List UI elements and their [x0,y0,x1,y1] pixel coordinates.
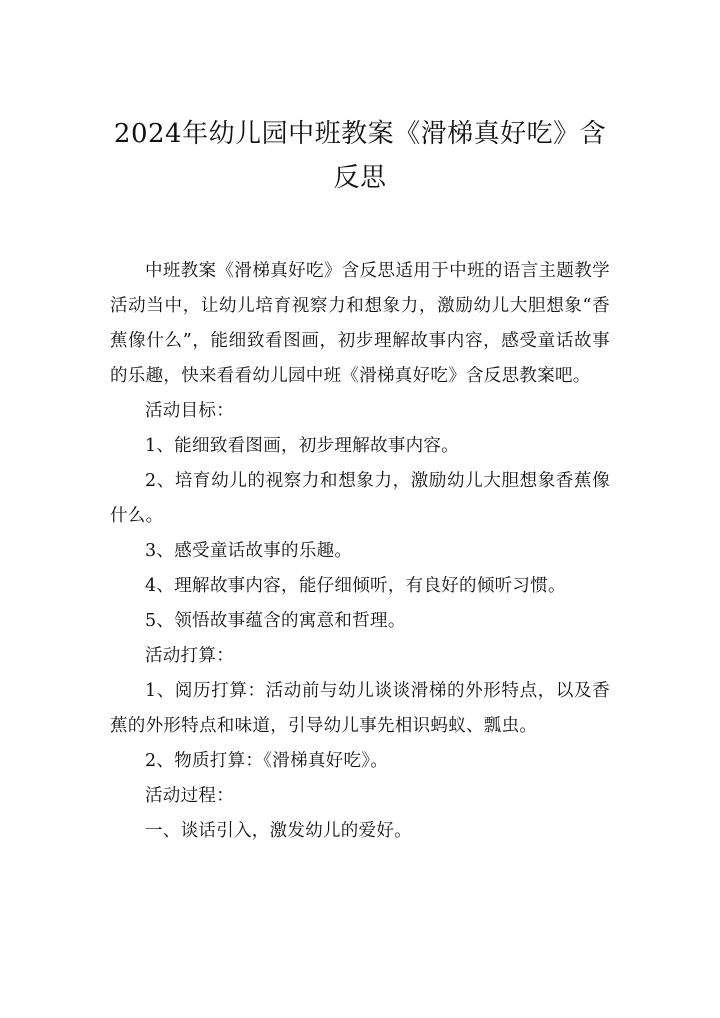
section-heading-preparation: 活动打算： [145,646,234,666]
document-title: 2024年幼儿园中班教案《滑梯真好吃》含反思 [113,119,607,193]
document-body [110,254,610,849]
objective-item: 1、能细致看图画，初步理解故事内容。 [145,436,460,456]
preparation-item: 2、物质打算：《滑梯真好吃》。 [145,751,389,771]
section-heading-process: 活动过程： [145,786,234,806]
preparation-item: 1、阅历打算：活动前与幼儿谈谈滑梯的外形特点，以及香蕉的外形特点和味道，引导幼儿事先相识蚂蚁、瓢虫。 [110,681,610,736]
process-item: 一、谈话引入，激发幼儿的爱好。 [145,821,412,841]
objective-item: 3、感受童话故事的乐趣。 [145,541,353,561]
objective-item: 2、培育幼儿的视察力和想象力，激励幼儿大胆想象香蕉像什么。 [110,471,610,526]
intro-paragraph: 中班教案《滑梯真好吃》含反思适用于中班的语言主题教学活动当中，让幼儿培育视察力和想象力，激励幼儿大胆想象“香蕉像什么”，能细致看图画，初步理解故事内容，感受童话故事的乐趣，快来看看幼儿园中班《滑梯真好吃》含反思教案吧。 [110,261,610,386]
objective-item: 4、理解故事内容，能仔细倾听，有良好的倾听习惯。 [145,576,566,596]
section-heading-objectives: 活动目标： [145,401,234,421]
objective-item: 5、领悟故事蕴含的寓意和哲理。 [145,611,406,631]
